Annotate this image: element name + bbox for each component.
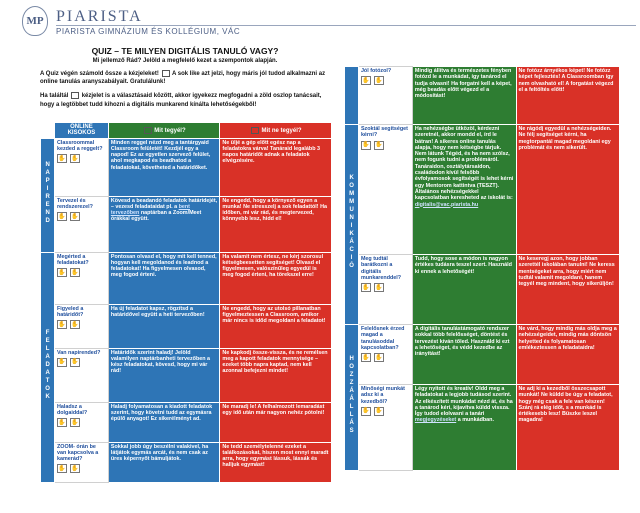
table-row [41, 196, 332, 252]
advice-text: Ha nehézségbe ütközöl, kérdezni szeretnél, akkor mondd el, írd le bátran! A sikeres online tanulás alapja, hogy nem kétségbe tárjuk. Nem látunk Tégéd, és ha nem szólsz, nem fogunk tudni a problémáról. Tanáraidon, osztálytársaidon, családodon kívül felsőbb évfolyamosok segítségét is lehet kérni egy Mentorom [414, 126, 514, 189]
intro-3b: kézjelet is a választásaid között, akkor igyekezz megfogadni a zöld oszlop tanácsait, hogy a legtöbbet tudd kihozni a digitális munkarend kínálta lehetőségekből! [40, 93, 322, 108]
intro-line-2 [40, 70, 330, 86]
table-row [41, 304, 332, 348]
question-cell [54, 196, 108, 252]
warning-cell [516, 255, 619, 325]
thumb-choices [57, 464, 106, 473]
thumbs-down-icon[interactable]: ✋ [71, 465, 79, 472]
warning-cell [220, 252, 332, 304]
advice-text-mid: kattintva (TESZT). Általános nehézségekkel kapcsolatban keresheted az iskolát is: [414, 182, 513, 202]
advice-cell [412, 325, 516, 385]
advice-text-end: a munkádban. [457, 417, 494, 424]
question-text: Classroommal kezded a reggelt? [56, 139, 103, 152]
warning-text: Ne engedd, hogy az utolsó pillanatban figyelmeztessen a Classroom, amikor már nincs is időd megoldani a feladatot! [222, 305, 326, 325]
warning-text: Ne maradj le! A felhalmozott lemaradást egy idő után már nagyon nehéz pótolni! [222, 403, 325, 416]
thumbs-down-icon[interactable]: ✋ [71, 419, 79, 426]
thumb-choices [57, 358, 106, 367]
warning-text: Ne várd, hogy mindig más oldja meg a nehézségeidet, mindig más döntsön helyetted és folyamatosan emlékeztessen a feladataidra! [518, 326, 617, 351]
thumbs-down-icon [71, 92, 79, 99]
section-label-text: HOZZÁÁLLÁS [348, 356, 355, 437]
header-do-label: Mit tegyél? [154, 127, 186, 134]
section-label [345, 67, 359, 125]
thumbs-up-icon[interactable]: ✋ [362, 284, 370, 291]
advice-cell [108, 138, 220, 196]
warning-text: Ne tedd személytelenné ezeket a találkozásokat, hiszen most ennyi maradt arra, hogy egymást lássuk, lássák és halljuk egymást! [222, 443, 329, 469]
question-text: Figyeled a határidőt? [56, 305, 84, 318]
column-header-row [41, 123, 332, 139]
warning-cell [220, 138, 332, 196]
question-cell [54, 348, 108, 402]
intro-3a: Ha találtál [40, 93, 69, 100]
table-row [345, 125, 620, 255]
thumbs-up-icon[interactable]: ✋ [362, 77, 370, 84]
header-divider [56, 25, 636, 26]
thumbs-up-icon[interactable]: ✋ [58, 213, 66, 220]
warning-cell [220, 196, 332, 252]
thumb-choices [57, 268, 106, 277]
section-label [345, 325, 359, 471]
question-cell [54, 402, 108, 442]
warning-cell [516, 125, 619, 255]
section-label [345, 125, 359, 325]
thumb-choices [57, 154, 106, 163]
org-subtitle: PIARISTA GIMNÁZIUM ÉS KOLLÉGIUM, VÁC [56, 27, 241, 36]
warning-text: Ha valamit nem értesz, ne kérj szorosul kétségbeesetten segítséget! Olvasd el figyelmesen, valószínűleg egyedül is meg fogod érteni, ha törekszel erre! [222, 253, 324, 279]
table-row [345, 385, 620, 471]
section-label [41, 138, 55, 252]
page-header [0, 0, 640, 44]
question-cell [54, 138, 108, 196]
warning-text: Ne keseregj azon, hogy jobban szerettél iskolában tanulni! Ne keress mentségeket arra, hogy miért nem tudtál valamit megoldani, hanem tegyél meg mindent, hogy sikerüljön! [518, 256, 615, 288]
warning-text: Ne adj ki a kezedből összecsapott munkát! Ne küldd be úgy a feladatot, hogy még csak a fele van készen! Szánj rá elég időt, s a munkád is értékesebb lesz! Büszke leszel magadra! [518, 386, 613, 424]
org-name: PIARISTA [56, 8, 143, 25]
advice-cell [108, 252, 220, 304]
question-text: Felelősnek érzed magad a tanulásoddal kapcsolatban? [360, 326, 405, 351]
header-dont-label: Mit ne tegyél? [261, 127, 302, 134]
warning-text: Ne kapkodj össze-vissza, és ne remélsen meg a kapott feladatok mennyisége – ezeket több napra kaptad, nem kell azonnal befejezni mindet! [222, 349, 328, 375]
question-text: Megérted a feladatokat? [56, 253, 89, 266]
question-text: Minőségi munkát adsz ki a kezedből? [360, 386, 405, 405]
question-text: Szoktál segítséget kérni? [360, 126, 408, 139]
page-title: QUIZ – TE MILYEN DIGITÁLIS TANULÓ VAGY? [91, 46, 279, 56]
question-text: ZOOM- órán be van kapcsolva a kamerád? [56, 443, 99, 463]
advice-link[interactable]: bent tervezőben [110, 203, 190, 217]
advice-cell [108, 402, 220, 442]
question-cell [358, 67, 412, 125]
advice-text: A digitális tanulástámogató rendszer sokkal több felelősséget, döntést és tervezést kíván tőled. Használd ki ezt a lehetőséget, és védd kezedbe az irányítást! [414, 326, 510, 358]
table-row [345, 325, 620, 385]
question-cell [54, 252, 108, 304]
advice-text-end: naptárban a Zoom/Meet órákkal együtt. [110, 210, 202, 223]
thumbs-up-icon[interactable]: ✋ [362, 354, 370, 361]
header-do [108, 123, 220, 139]
thumbs-up-icon [144, 127, 152, 134]
thumbs-up-icon[interactable]: ✋ [58, 269, 66, 276]
thumbs-up-icon[interactable]: ✋ [362, 408, 370, 415]
warning-cell [220, 442, 332, 482]
section-label-text: FELADATOK [44, 329, 51, 402]
question-cell [358, 125, 412, 255]
thumb-choices [361, 76, 410, 85]
header-dont [220, 123, 332, 139]
warning-text: Ne rágódj egyedül a nehézségeiden. Ne félj segítséget kérni, ha megtorpantál magad megoldani egy problémát és nem sikerült. [518, 126, 612, 151]
question-cell [358, 255, 412, 325]
thumbs-up-icon[interactable]: ✋ [362, 141, 370, 148]
advice-text: Ha új feladatot kapsz, rögzítsd a határidővel együtt a heti tervezőben! [110, 305, 205, 318]
thumb-choices [361, 141, 410, 150]
intro-line-1: Mi jellemző Rád? Jelöld a megfelelő kezet a szempontok alapján. [92, 58, 278, 64]
thumbs-down-icon[interactable]: ✋ [71, 359, 79, 366]
question-cell [358, 385, 412, 471]
thumb-choices [361, 283, 410, 292]
right-quiz-table [344, 66, 620, 471]
thumbs-up-icon[interactable]: ✋ [58, 321, 66, 328]
warning-cell [220, 304, 332, 348]
intro-2a: A Quiz végén számold össze a kézjeleket! [40, 71, 159, 78]
table-row [345, 67, 620, 125]
thumbs-down-icon[interactable]: ✋ [71, 269, 79, 276]
school-logo [22, 6, 48, 36]
advice-link[interactable]: megjegyzéseket [414, 417, 457, 424]
thumbs-up-icon[interactable]: ✋ [58, 359, 66, 366]
warning-cell [516, 325, 619, 385]
thumbs-down-icon[interactable]: ✋ [375, 354, 383, 361]
thumb-choices [361, 353, 410, 362]
section-label-text: KOMMUNIKÁCIÓ [348, 175, 355, 272]
warning-text: Ne fotózz árnyékos képet! Ne fotózz képet fejlesztés! A Classroomban így nem olvasható el! A forgatást végezd el a feltöltés előtt! [518, 68, 614, 93]
question-text: Van napirended? [56, 349, 101, 356]
warning-cell [516, 67, 619, 125]
thumbs-up-icon[interactable]: ✋ [58, 465, 66, 472]
warning-cell [220, 402, 332, 442]
thumbs-down-icon [251, 127, 259, 134]
table-row [41, 252, 332, 304]
table-row [345, 255, 620, 325]
question-text: Meg tudtál barátkozni a digitális munkarenddel? [360, 256, 402, 281]
question-text: Haladsz a dolgaiddal? [56, 403, 88, 416]
table-row [41, 348, 332, 402]
advice-cell [412, 67, 516, 125]
thumbs-down-icon[interactable]: ✋ [375, 408, 383, 415]
table-row [41, 402, 332, 442]
section-label-text: NAPIREND [44, 161, 51, 226]
logo-mark: MP [26, 15, 44, 27]
advice-text: Haladj folyamatosan a kiadott feladatok szerint, hogy követni tudd az egymásra épülő anyagot! Ez sikerélményt ad. [110, 403, 213, 423]
intro-2b: A sok like azt jelzi, hogy máris jól tudod alkalmazni az online tanulás aranyszabályait. Gratulálunk! [40, 71, 326, 86]
thumbs-down-icon[interactable]: ✋ [375, 284, 383, 291]
question-text: Jól fotózol? [360, 68, 392, 74]
intro-line-3 [40, 92, 330, 109]
thumbs-up-icon [162, 70, 170, 77]
advice-cell [412, 125, 516, 255]
thumb-choices [361, 407, 410, 416]
header-spacer [41, 123, 55, 139]
advice-text: Tudd, hogy sose a módon is nagyon értékes tudásra teszel szert. Használd ki ennek a lehetőségét! [414, 256, 512, 275]
thumb-choices [57, 320, 106, 329]
advice-cell [108, 442, 220, 482]
thumbs-down-icon[interactable]: ✋ [375, 141, 383, 148]
advice-text: Pontosan olvasd el, hogy mit kell tenned, hogyan kell megoldanod és leadnod a feladatokat! Ha figyelmesen olvasod, meg fogod érteni. [110, 253, 217, 279]
left-quiz-table [40, 122, 332, 483]
table-row [41, 442, 332, 482]
table-row [41, 138, 332, 196]
thumbs-down-icon[interactable]: ✋ [71, 321, 79, 328]
thumbs-down-icon[interactable]: ✋ [71, 155, 79, 162]
advice-cell [412, 255, 516, 325]
thumbs-down-icon[interactable]: ✋ [375, 77, 383, 84]
thumb-choices [57, 418, 106, 427]
advice-cell [108, 304, 220, 348]
warning-text: Ne üljé a gép előtt egész nap a feladatokra várva! Tanáraid legalább 3 napos határidőt adnak a feladatok elvégzésére. [222, 139, 320, 165]
header-tips: ONLINE KISOKOS [54, 123, 108, 139]
advice-link[interactable]: digitalis@vac.piarista.hu [414, 201, 479, 208]
warning-cell [516, 385, 619, 471]
thumbs-up-icon[interactable]: ✋ [58, 419, 66, 426]
thumb-choices [57, 212, 106, 221]
advice-text: Légy nyitott és kreatív! Oldd meg a feladatokat a legjobb tudásod szerint. Az elkészített munkádat nézd át, és ha a tanárod kéri, kijavítva küldd vissza. Így tudod elolvasni a tanári [414, 386, 513, 418]
advice-text: Határidők szerint haladj! Jelöld valamilyen naptárbanheti tervezőben a kész feladatokat, kövesd, hogy mi vár rád! [110, 349, 211, 375]
advice-cell [108, 348, 220, 402]
advice-text: Minden reggel nézd meg a tantárgyaid Classroom felületét! Kezdjél egy a napod! Ez az egyetlen szervező felület, ahol megkapod és beadhatod a feladatokat, követheted a határidőket. [110, 139, 211, 171]
warning-text: Ne engedd, hogy a környező egyen a munka! Ne stresszelj a sok feladattól! Ha időben, mi vár rád, és megtervezed, könnyebb lesz, hidd el! [222, 197, 327, 223]
warning-cell [220, 348, 332, 402]
advice-text: Sokkal jobb úgy beszélni valakivel, ha látjátok egymás arcát, és nem csak az üres képernyőt bámuljátok. [110, 443, 209, 463]
thumbs-down-icon[interactable]: ✋ [71, 213, 79, 220]
advice-cell [412, 385, 516, 471]
question-cell [54, 442, 108, 482]
advice-text: Kövesd a beadandó feladatok határidejét, – vezesd feladataidat pl. a [110, 197, 218, 210]
advice-cell [108, 196, 220, 252]
section-label [41, 252, 55, 482]
thumbs-up-icon[interactable]: ✋ [58, 155, 66, 162]
question-cell [54, 304, 108, 348]
advice-text: Mindig állítva és természetes fényben fotózd le a munkádat, így tanárod el tudja olvasni! Ha forgatni kell a képet, még beadás előtt végezd el a módosítást! [414, 68, 512, 100]
question-cell [358, 325, 412, 385]
question-text: Tervezel és rendszerezel? [56, 197, 93, 210]
